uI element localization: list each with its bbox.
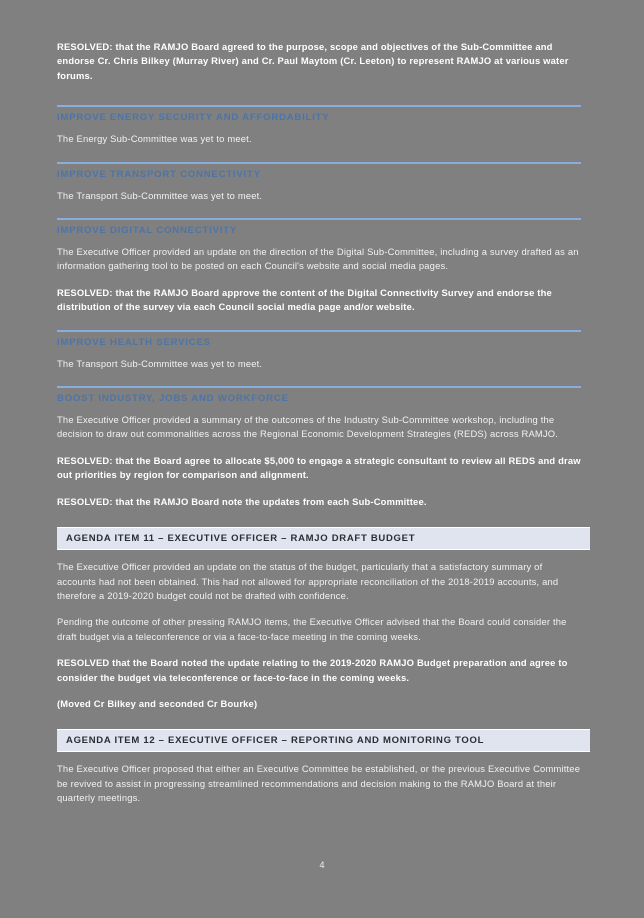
agenda-items-container (57, 527, 590, 805)
body-paragraph: The Transport Sub-Committee was yet to meet. (57, 357, 263, 369)
section-divider-rule (57, 386, 581, 388)
agenda-item-title: AGENDA ITEM 12 – EXECUTIVE OFFICER – REPORTING AND MONITORING TOOL (66, 735, 485, 747)
body-paragraph: Pending the outcome of other pressing RAMJO items, the Executive Officer advised that the Board could consider the draft budget via a teleconference or via a face-to-face meeting in the coming weeks. (57, 616, 567, 642)
section-divider-rule (57, 330, 581, 332)
body-paragraph: The Executive Officer provided a summary of the outcomes of the Industry Sub-Committee workshop, including the decision to draw out commonalities across the Regional Economic Development Strategies (REDS) across RAMJO. (57, 414, 559, 440)
body-paragraph: The Executive Officer provided an update on the status of the budget, particularly that a satisfactory summary of accounts had not been obtained. This had not allowed for appropriate reconciliation of the 2018-2019 accounts, and therefore a 2019-2020 budget could not be drafted with confidence. (57, 561, 559, 601)
resolution-paragraph: RESOLVED: that the RAMJO Board note the updates from each Sub-Committee. (57, 495, 427, 507)
page-number: 4 (319, 860, 325, 870)
body-paragraph: The Executive Officer proposed that either an Executive Committee be established, or the previous Executive Committee be revived to assist in progressing streamlined recommendations and decision making to the RAMJO Board at their quarterly meetings. (57, 763, 581, 804)
section-heading: IMPROVE HEALTH SERVICES (57, 336, 211, 348)
top-resolution-paragraph: RESOLVED: that the RAMJO Board agreed to the purpose, scope and objectives of the Sub-Committee and endorse Cr. Chris Bilkey (Murray River) and Cr. Paul Maytom (Cr. Leeton) to represent RAMJO at various water forums. (57, 41, 569, 81)
resolution-paragraph: (Moved Cr Bilkey and seconded Cr Bourke) (57, 697, 258, 709)
body-paragraph: The Transport Sub-Committee was yet to meet. (57, 189, 263, 201)
body-paragraph: The Executive Officer provided an update on the direction of the Digital Sub-Committee, including a survey drafted as an information gathering tool to be posted on each Council's website and social media pages. (57, 246, 579, 272)
strategy-section (57, 218, 590, 315)
agenda-item-header (57, 527, 590, 550)
resolution-paragraph: RESOLVED: that the Board agree to allocate $5,000 to engage a strategic consultant to review all REDS and draw out priorities by region for comparison and alignment. (57, 454, 581, 481)
sections-container (57, 105, 590, 509)
section-divider-rule (57, 162, 581, 164)
section-divider-rule (57, 218, 581, 220)
section-heading: IMPROVE ENERGY SECURITY AND AFFORDABILITY (57, 112, 330, 124)
agenda-item-header (57, 729, 590, 752)
strategy-section (57, 330, 590, 371)
strategy-section (57, 105, 590, 146)
strategy-section (57, 162, 590, 203)
body-paragraph: The Energy Sub-Committee was yet to meet. (57, 133, 252, 145)
section-heading: BOOST INDUSTRY, JOBS AND WORKFORCE (57, 393, 289, 405)
resolution-paragraph: RESOLVED: that the RAMJO Board approve the content of the Digital Connectivity Survey and endorse the distribution of the survey via each Council social media page and/or website. (57, 286, 552, 313)
section-heading: IMPROVE TRANSPORT CONNECTIVITY (57, 168, 261, 180)
section-divider-rule (57, 105, 581, 107)
agenda-item-title: AGENDA ITEM 11 – EXECUTIVE OFFICER – RAMJO DRAFT BUDGET (66, 533, 416, 545)
section-heading: IMPROVE DIGITAL CONNECTIVITY (57, 225, 237, 237)
resolution-paragraph: RESOLVED that the Board noted the update relating to the 2019-2020 RAMJO Budget preparation and agree to consider the budget via teleconference or face-to-face in the coming weeks. (57, 657, 568, 683)
strategy-section (57, 386, 590, 509)
